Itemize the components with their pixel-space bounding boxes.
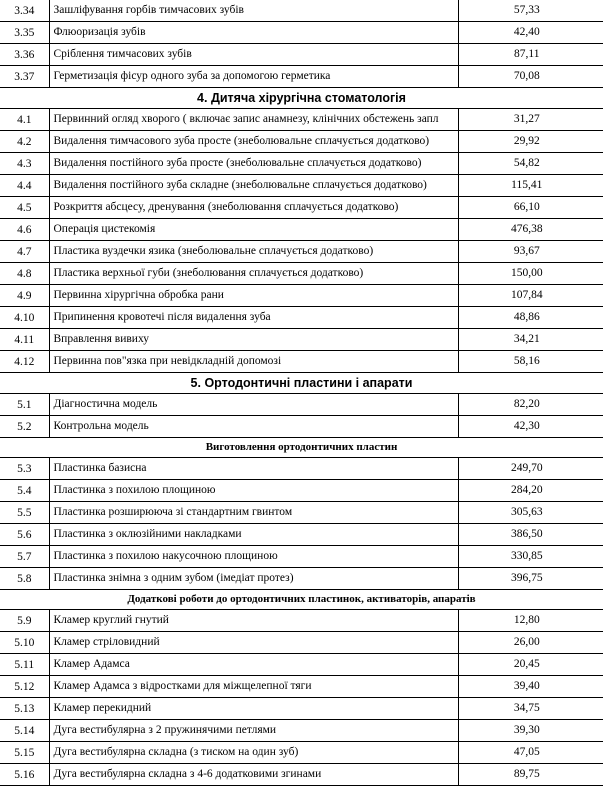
service-price: 58,16 bbox=[458, 351, 603, 373]
service-price: 48,86 bbox=[458, 307, 603, 329]
service-code: 3.36 bbox=[0, 44, 49, 66]
service-name: Первинний огляд хворого ( включає запис анамнезу, клінічних обстежень запл bbox=[49, 109, 458, 131]
subsection-title: Виготовлення ортодонтичних пластин bbox=[0, 438, 603, 458]
service-price: 42,30 bbox=[458, 416, 603, 438]
table-row bbox=[0, 654, 603, 676]
service-price: 31,27 bbox=[458, 109, 603, 131]
section-title: 5. Ортодонтичні пластини і апарати bbox=[0, 373, 603, 394]
service-price: 386,50 bbox=[458, 524, 603, 546]
service-price: 34,75 bbox=[458, 698, 603, 720]
service-price: 47,05 bbox=[458, 742, 603, 764]
table-row bbox=[0, 480, 603, 502]
subsection-header-row bbox=[0, 438, 603, 458]
service-code: 5.5 bbox=[0, 502, 49, 524]
service-code: 4.10 bbox=[0, 307, 49, 329]
service-code: 4.12 bbox=[0, 351, 49, 373]
service-price: 39,40 bbox=[458, 676, 603, 698]
service-code: 5.4 bbox=[0, 480, 49, 502]
service-price: 284,20 bbox=[458, 480, 603, 502]
service-price: 87,11 bbox=[458, 44, 603, 66]
table-row bbox=[0, 109, 603, 131]
service-code: 4.8 bbox=[0, 263, 49, 285]
service-name: Видалення тимчасового зуба просте (знеболювальне сплачується додатково) bbox=[49, 131, 458, 153]
table-row bbox=[0, 416, 603, 438]
service-code: 5.11 bbox=[0, 654, 49, 676]
table-row bbox=[0, 329, 603, 351]
service-price: 34,21 bbox=[458, 329, 603, 351]
service-name: Пластинка знімна з одним зубом (імедіат протез) bbox=[49, 568, 458, 590]
service-name: Флюоризація зубів bbox=[49, 22, 458, 44]
table-row bbox=[0, 197, 603, 219]
service-name: Сріблення тимчасових зубів bbox=[49, 44, 458, 66]
table-row bbox=[0, 546, 603, 568]
table-row bbox=[0, 524, 603, 546]
service-name: Пластика верхньої губи (знеболювання сплачується додатково) bbox=[49, 263, 458, 285]
service-name: Кламер круглий гнутий bbox=[49, 610, 458, 632]
table-row bbox=[0, 219, 603, 241]
table-row bbox=[0, 263, 603, 285]
service-name: Припинення кровотечі після видалення зуба bbox=[49, 307, 458, 329]
service-code: 4.1 bbox=[0, 109, 49, 131]
table-row bbox=[0, 351, 603, 373]
service-code: 4.3 bbox=[0, 153, 49, 175]
table-row bbox=[0, 153, 603, 175]
service-price: 476,38 bbox=[458, 219, 603, 241]
service-price: 107,84 bbox=[458, 285, 603, 307]
service-name: Контрольна модель bbox=[49, 416, 458, 438]
section-header-row bbox=[0, 373, 603, 394]
table-row bbox=[0, 394, 603, 416]
service-price: 82,20 bbox=[458, 394, 603, 416]
service-price: 396,75 bbox=[458, 568, 603, 590]
table-row bbox=[0, 764, 603, 786]
table-row bbox=[0, 568, 603, 590]
service-code: 4.4 bbox=[0, 175, 49, 197]
service-price: 150,00 bbox=[458, 263, 603, 285]
table-row bbox=[0, 610, 603, 632]
service-price: 249,70 bbox=[458, 458, 603, 480]
service-code: 5.14 bbox=[0, 720, 49, 742]
service-code: 3.34 bbox=[0, 0, 49, 22]
service-name: Пластинка розширююча зі стандартним гвинтом bbox=[49, 502, 458, 524]
service-price: 70,08 bbox=[458, 66, 603, 88]
service-name: Кламер перекидний bbox=[49, 698, 458, 720]
service-code: 4.2 bbox=[0, 131, 49, 153]
service-price: 93,67 bbox=[458, 241, 603, 263]
service-code: 5.1 bbox=[0, 394, 49, 416]
service-code: 3.37 bbox=[0, 66, 49, 88]
service-price: 26,00 bbox=[458, 632, 603, 654]
service-price: 54,82 bbox=[458, 153, 603, 175]
table-row bbox=[0, 307, 603, 329]
table-row bbox=[0, 175, 603, 197]
service-name: Кламер стріловидний bbox=[49, 632, 458, 654]
service-code: 5.12 bbox=[0, 676, 49, 698]
service-code: 4.5 bbox=[0, 197, 49, 219]
service-name: Кламер Адамса з відростками для міжщелепної тяги bbox=[49, 676, 458, 698]
service-code: 5.6 bbox=[0, 524, 49, 546]
service-code: 4.7 bbox=[0, 241, 49, 263]
service-price: 115,41 bbox=[458, 175, 603, 197]
service-name: Пластинка з похилою площиною bbox=[49, 480, 458, 502]
service-price: 29,92 bbox=[458, 131, 603, 153]
service-name: Герметизація фісур одного зуба за допомогою герметика bbox=[49, 66, 458, 88]
table-row bbox=[0, 458, 603, 480]
service-code: 5.16 bbox=[0, 764, 49, 786]
table-row bbox=[0, 131, 603, 153]
table-row bbox=[0, 241, 603, 263]
service-code: 4.9 bbox=[0, 285, 49, 307]
service-price: 330,85 bbox=[458, 546, 603, 568]
service-code: 5.7 bbox=[0, 546, 49, 568]
section-header-row bbox=[0, 88, 603, 109]
service-code: 5.15 bbox=[0, 742, 49, 764]
service-price: 20,45 bbox=[458, 654, 603, 676]
service-name: Пластинка з похилою накусочною площиною bbox=[49, 546, 458, 568]
service-name: Дуга вестибулярна з 2 пружинячими петлями bbox=[49, 720, 458, 742]
service-name: Дуга вестибулярна складна (з тиском на один зуб) bbox=[49, 742, 458, 764]
service-price: 39,30 bbox=[458, 720, 603, 742]
service-code: 5.13 bbox=[0, 698, 49, 720]
service-name: Зашліфування горбів тимчасових зубів bbox=[49, 0, 458, 22]
service-code: 5.3 bbox=[0, 458, 49, 480]
service-name: Операція цистекомія bbox=[49, 219, 458, 241]
service-price: 57,33 bbox=[458, 0, 603, 22]
table-row bbox=[0, 66, 603, 88]
service-name: Дуга вестибулярна складна з 4-6 додатковими згинами bbox=[49, 764, 458, 786]
table-row bbox=[0, 44, 603, 66]
service-price: 305,63 bbox=[458, 502, 603, 524]
table-row bbox=[0, 698, 603, 720]
service-code: 3.35 bbox=[0, 22, 49, 44]
service-code: 5.10 bbox=[0, 632, 49, 654]
table-row bbox=[0, 676, 603, 698]
service-code: 5.9 bbox=[0, 610, 49, 632]
service-price: 89,75 bbox=[458, 764, 603, 786]
service-name: Кламер Адамса bbox=[49, 654, 458, 676]
service-name: Пластинка базисна bbox=[49, 458, 458, 480]
service-name: Розкриття абсцесу, дренування (знеболювання сплачується додатково) bbox=[49, 197, 458, 219]
table-row bbox=[0, 285, 603, 307]
service-name: Видалення постійного зуба просте (знеболювальне сплачується додатково) bbox=[49, 153, 458, 175]
service-code: 5.8 bbox=[0, 568, 49, 590]
service-name: Видалення постійного зуба складне (знеболювальне сплачується додатково) bbox=[49, 175, 458, 197]
service-name: Пластинка з оклюзійними накладками bbox=[49, 524, 458, 546]
table-row bbox=[0, 0, 603, 22]
service-name: Первинна пов"язка при невідкладній допомозі bbox=[49, 351, 458, 373]
table-row bbox=[0, 720, 603, 742]
section-title: 4. Дитяча хірургічна стоматологія bbox=[0, 88, 603, 109]
service-name: Пластика вуздечки язика (знеболювальне сплачується додатково) bbox=[49, 241, 458, 263]
service-name: Первинна хірургічна обробка рани bbox=[49, 285, 458, 307]
table-row bbox=[0, 22, 603, 44]
table-row bbox=[0, 502, 603, 524]
table-row bbox=[0, 632, 603, 654]
subsection-title: Додаткові роботи до ортодонтичних пластинок, активаторів, апаратів bbox=[0, 590, 603, 610]
service-price: 12,80 bbox=[458, 610, 603, 632]
service-name: Вправлення вивиху bbox=[49, 329, 458, 351]
subsection-header-row bbox=[0, 590, 603, 610]
service-price: 66,10 bbox=[458, 197, 603, 219]
service-code: 5.2 bbox=[0, 416, 49, 438]
table-row bbox=[0, 742, 603, 764]
service-name: Діагностична модель bbox=[49, 394, 458, 416]
service-price: 42,40 bbox=[458, 22, 603, 44]
service-code: 4.6 bbox=[0, 219, 49, 241]
service-code: 4.11 bbox=[0, 329, 49, 351]
